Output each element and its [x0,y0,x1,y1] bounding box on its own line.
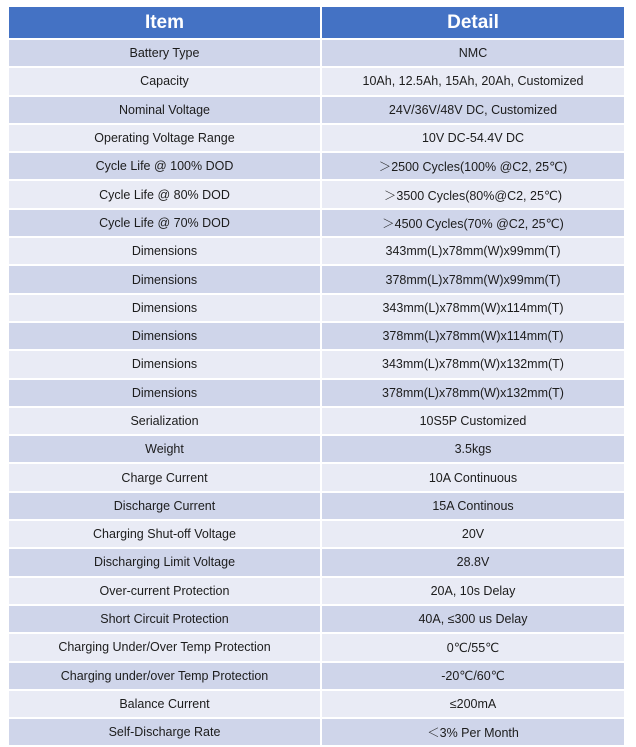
row-detail-value: ＜3% Per Month [322,719,626,747]
row-detail-value: 20A, 10s Delay [322,578,626,606]
row-detail-value: 10A Continuous [322,464,626,492]
row-detail-value: 378mm(L)x78mm(W)x132mm(T) [322,380,626,408]
row-item-label: Cycle Life @ 70% DOD [9,210,322,238]
header-detail: Detail [322,7,626,40]
row-item-label: Over-current Protection [9,578,322,606]
row-detail-value: ＞2500 Cycles(100% @C2, 25℃) [322,153,626,181]
row-detail-value: 24V/36V/48V DC, Customized [322,97,626,125]
row-item-label: Short Circuit Protection [9,606,322,634]
row-item-label: Discharge Current [9,493,322,521]
row-item-label: Capacity [9,68,322,96]
row-detail-value: 343mm(L)x78mm(W)x114mm(T) [322,295,626,323]
row-detail-value: 15A Continous [322,493,626,521]
row-detail-value: 3.5kgs [322,436,626,464]
row-item-label: Serialization [9,408,322,436]
row-detail-value: 10V DC-54.4V DC [322,125,626,153]
row-item-label: Charging Shut-off Voltage [9,521,322,549]
row-item-label: Charging under/over Temp Protection [9,663,322,691]
row-detail-value: ≤200mA [322,691,626,719]
row-item-label: Operating Voltage Range [9,125,322,153]
row-detail-value: 0℃/55℃ [322,634,626,662]
row-item-label: Dimensions [9,238,322,266]
row-item-label: Cycle Life @ 80% DOD [9,181,322,209]
row-item-label: Dimensions [9,380,322,408]
row-detail-value: -20℃/60℃ [322,663,626,691]
row-detail-value: ＞3500 Cycles(80%@C2, 25℃) [322,181,626,209]
row-item-label: Dimensions [9,351,322,379]
row-item-label: Self-Discharge Rate [9,719,322,747]
spec-table [9,7,626,747]
row-item-label: Charge Current [9,464,322,492]
row-item-label: Charging Under/Over Temp Protection [9,634,322,662]
row-detail-value: 20V [322,521,626,549]
row-item-label: Discharging Limit Voltage [9,549,322,577]
header-item: Item [9,7,322,40]
row-item-label: Cycle Life @ 100% DOD [9,153,322,181]
row-detail-value: 28.8V [322,549,626,577]
row-detail-value: 10S5P Customized [322,408,626,436]
row-item-label: Weight [9,436,322,464]
row-detail-value: ＞4500 Cycles(70% @C2, 25℃) [322,210,626,238]
row-detail-value: 378mm(L)x78mm(W)x114mm(T) [322,323,626,351]
row-item-label: Nominal Voltage [9,97,322,125]
row-item-label: Dimensions [9,323,322,351]
row-item-label: Battery Type [9,40,322,68]
row-detail-value: 343mm(L)x78mm(W)x99mm(T) [322,238,626,266]
row-item-label: Dimensions [9,295,322,323]
row-detail-value: NMC [322,40,626,68]
row-item-label: Dimensions [9,266,322,294]
row-detail-value: 10Ah, 12.5Ah, 15Ah, 20Ah, Customized [322,68,626,96]
row-item-label: Balance Current [9,691,322,719]
row-detail-value: 40A, ≤300 us Delay [322,606,626,634]
row-detail-value: 343mm(L)x78mm(W)x132mm(T) [322,351,626,379]
row-detail-value: 378mm(L)x78mm(W)x99mm(T) [322,266,626,294]
